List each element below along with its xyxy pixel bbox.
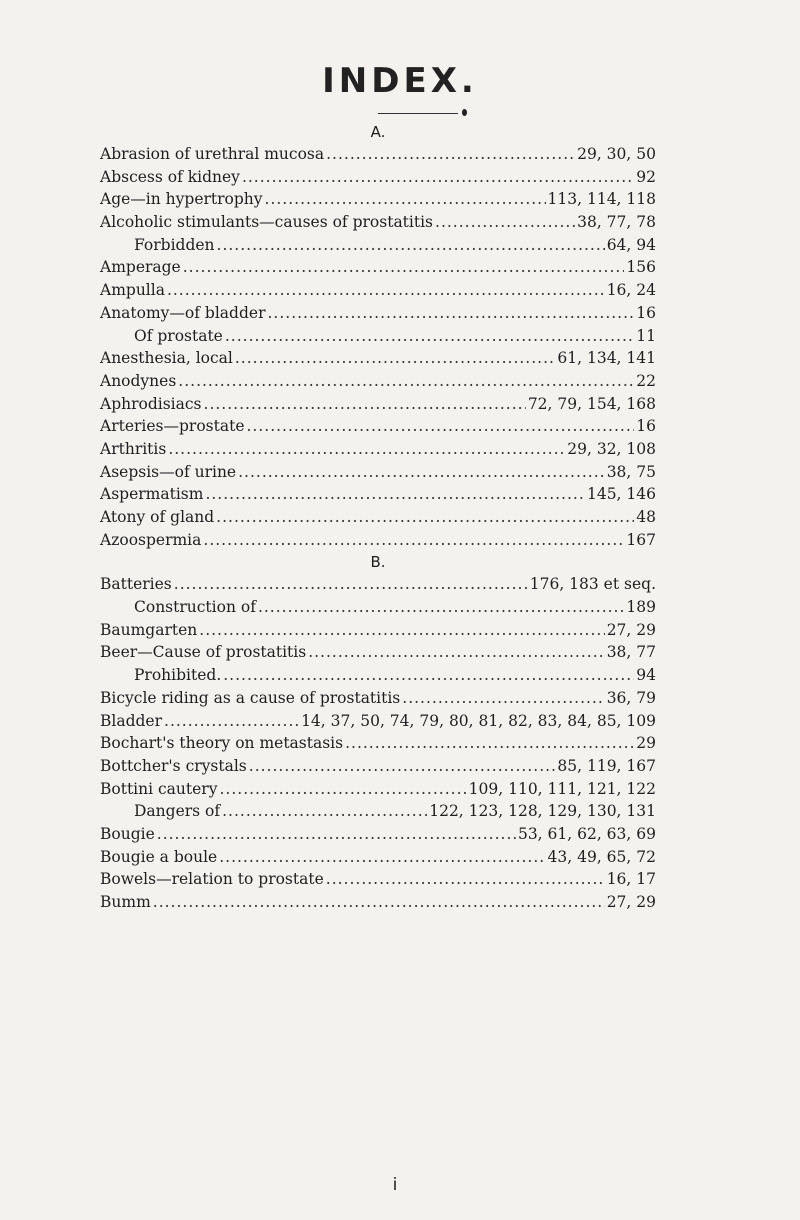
- entry-pages: 48: [636, 508, 656, 526]
- dot-leader: [217, 234, 605, 257]
- dot-leader: [238, 461, 605, 484]
- entry-term: Aspermatism: [100, 485, 204, 504]
- page-title: INDEX.: [322, 61, 478, 101]
- index-entry: [100, 279, 656, 302]
- dot-leader: [157, 823, 516, 846]
- dot-leader: [204, 393, 526, 416]
- dot-leader: [203, 529, 624, 552]
- index-subentry: [100, 325, 656, 348]
- index-entry: [100, 641, 656, 664]
- dot-leader: [223, 664, 634, 687]
- dot-leader: [225, 325, 634, 348]
- entry-term: Age—in hypertrophy: [100, 190, 263, 209]
- dot-leader: [153, 891, 605, 914]
- entry-pages: 109, 110, 111, 121, 122: [468, 779, 656, 798]
- index-entry: [100, 710, 656, 733]
- entry-pages: 38, 77, 78: [577, 213, 656, 232]
- index-entry: [100, 438, 656, 461]
- index-entry: [100, 687, 656, 710]
- entry-term: Construction of: [134, 598, 256, 617]
- index-entry: [100, 846, 656, 869]
- entry-term: Of prostate: [134, 326, 223, 345]
- dot-leader: [183, 256, 625, 279]
- entry-pages: 156: [626, 258, 656, 277]
- dot-leader: [258, 596, 624, 619]
- title-bullet: [462, 109, 467, 116]
- entry-term: Baumgarten: [100, 620, 198, 639]
- entry-pages: 11: [636, 326, 656, 345]
- index-entry: [100, 347, 656, 370]
- entry-pages: 92: [636, 167, 656, 186]
- entry-pages: 122, 123, 128, 129, 130, 131: [429, 802, 656, 821]
- dot-leader: [222, 800, 427, 823]
- entry-pages: 29: [636, 734, 656, 753]
- entry-pages: 29, 30, 50: [577, 145, 656, 163]
- entry-pages: 36, 79: [606, 688, 656, 707]
- dot-leader: [205, 483, 585, 506]
- entry-pages: 176, 183 et seq.: [529, 575, 656, 594]
- entry-pages: 38, 75: [606, 462, 656, 481]
- entry-term: Anatomy—of bladder: [100, 303, 266, 322]
- dot-leader: [435, 211, 575, 234]
- dot-leader: [326, 143, 575, 166]
- entry-pages: 27, 29: [606, 620, 656, 639]
- entry-pages: 64, 94: [606, 235, 656, 254]
- entry-term: Bottcher's crystals: [100, 756, 247, 775]
- index-section: [100, 121, 656, 551]
- dot-leader: [265, 188, 546, 211]
- dot-leader: [178, 370, 634, 393]
- entry-term: Azoospermia: [100, 530, 202, 549]
- dot-leader: [247, 415, 635, 438]
- page-number: i: [392, 1175, 398, 1195]
- index-entry: [100, 256, 656, 279]
- index-entry: [100, 415, 656, 438]
- dot-leader: [216, 506, 634, 529]
- index-entry: [100, 868, 656, 891]
- entry-pages: 27, 29: [606, 893, 656, 911]
- index-subentry: [100, 800, 656, 823]
- entry-term: Atony of gland: [100, 508, 215, 526]
- dot-leader: [219, 846, 545, 869]
- entry-pages: 113, 114, 118: [547, 190, 656, 209]
- entry-term: Anodynes: [100, 371, 177, 390]
- index-entry: [100, 166, 656, 189]
- entry-pages: 16, 24: [606, 281, 656, 300]
- entry-term: Dangers of: [134, 802, 221, 821]
- dot-leader: [402, 687, 604, 710]
- section-letter: A.: [370, 123, 386, 141]
- entry-term: Bowels—relation to prostate: [100, 870, 324, 889]
- index-entry: [100, 732, 656, 755]
- entry-term: Beer—Cause of prostatitis: [100, 643, 307, 662]
- index-entry: [100, 573, 656, 596]
- dot-leader: [326, 868, 605, 891]
- index-entry: [100, 529, 656, 552]
- index-entry: [100, 891, 656, 914]
- entry-term: Bladder: [100, 711, 163, 730]
- entry-term: Alcoholic stimulants—causes of prostatitis: [100, 213, 434, 232]
- index-subentry: [100, 234, 656, 257]
- entry-term: Bottini cautery: [100, 779, 218, 798]
- dot-leader: [249, 755, 556, 778]
- entry-pages: 167: [626, 530, 656, 549]
- index-subentry: [100, 664, 656, 687]
- entry-pages: 29, 32, 108: [567, 439, 656, 458]
- entry-pages: 16: [636, 417, 656, 436]
- dot-leader: [267, 302, 634, 325]
- entry-term: Bochart's theory on metastasis: [100, 734, 344, 753]
- index-entry: [100, 461, 656, 484]
- index-entry: [100, 370, 656, 393]
- dot-leader: [308, 641, 604, 664]
- entry-pages: 72, 79, 154, 168: [527, 394, 656, 413]
- index-entry: [100, 506, 656, 529]
- index-entry: [100, 755, 656, 778]
- entry-term: Asepsis—of urine: [100, 462, 237, 481]
- dot-leader: [242, 166, 634, 189]
- dot-leader: [345, 732, 634, 755]
- dot-leader: [168, 438, 565, 461]
- dot-leader: [167, 279, 605, 302]
- index-entry: [100, 619, 656, 642]
- entry-pages: 38, 77: [606, 643, 656, 662]
- entry-term: Ampulla: [100, 281, 165, 300]
- index-section: [100, 551, 656, 913]
- index-entry: [100, 211, 656, 234]
- entry-pages: 61, 134, 141: [557, 349, 656, 368]
- dot-leader: [199, 619, 604, 642]
- entry-term: Abscess of kidney: [100, 167, 240, 186]
- entry-pages: 53, 61, 62, 63, 69: [517, 824, 656, 843]
- entry-term: Bougie a boule: [100, 847, 218, 866]
- entry-term: Amperage: [100, 258, 181, 277]
- index-entry: [100, 143, 656, 166]
- section-letter: B.: [370, 553, 386, 572]
- entry-pages: 85, 119, 167: [557, 756, 656, 775]
- entry-term: Bicycle riding as a cause of prostatitis: [100, 688, 401, 707]
- entry-term: Abrasion of urethral mucosa: [100, 145, 325, 163]
- index-entry: [100, 302, 656, 325]
- dot-leader: [219, 778, 466, 801]
- entry-pages: 16: [636, 303, 656, 322]
- entry-term: Forbidden: [134, 235, 215, 254]
- index-entry: [100, 393, 656, 416]
- entry-term: Aphrodisiacs: [100, 394, 202, 413]
- entry-pages: 22: [636, 371, 656, 390]
- index-list: [100, 121, 656, 914]
- entry-term: Arthritis: [100, 439, 167, 458]
- entry-pages: 94: [636, 666, 656, 685]
- entry-term: Batteries: [100, 575, 172, 594]
- entry-pages: 14, 37, 50, 74, 79, 80, 81, 82, 83, 84, 85, 109: [301, 711, 656, 730]
- index-subentry: [100, 596, 656, 619]
- dot-leader: [235, 347, 556, 370]
- dot-leader: [164, 710, 299, 733]
- index-entry: [100, 823, 656, 846]
- entry-pages: 145, 146: [586, 485, 656, 504]
- entry-pages: 43, 49, 65, 72: [547, 847, 656, 866]
- entry-pages: 16, 17: [606, 870, 656, 889]
- entry-term: Prohibited.: [134, 666, 222, 685]
- index-entry: [100, 188, 656, 211]
- entry-term: Arteries—prostate: [100, 417, 245, 436]
- index-entry: [100, 778, 656, 801]
- dot-leader: [174, 573, 528, 596]
- entry-term: Anesthesia, local: [100, 349, 233, 368]
- title-rule: [378, 113, 458, 114]
- entry-term: Bougie: [100, 824, 155, 843]
- entry-pages: 189: [626, 598, 656, 617]
- index-entry: [100, 483, 656, 506]
- entry-term: Bumm: [100, 893, 151, 911]
